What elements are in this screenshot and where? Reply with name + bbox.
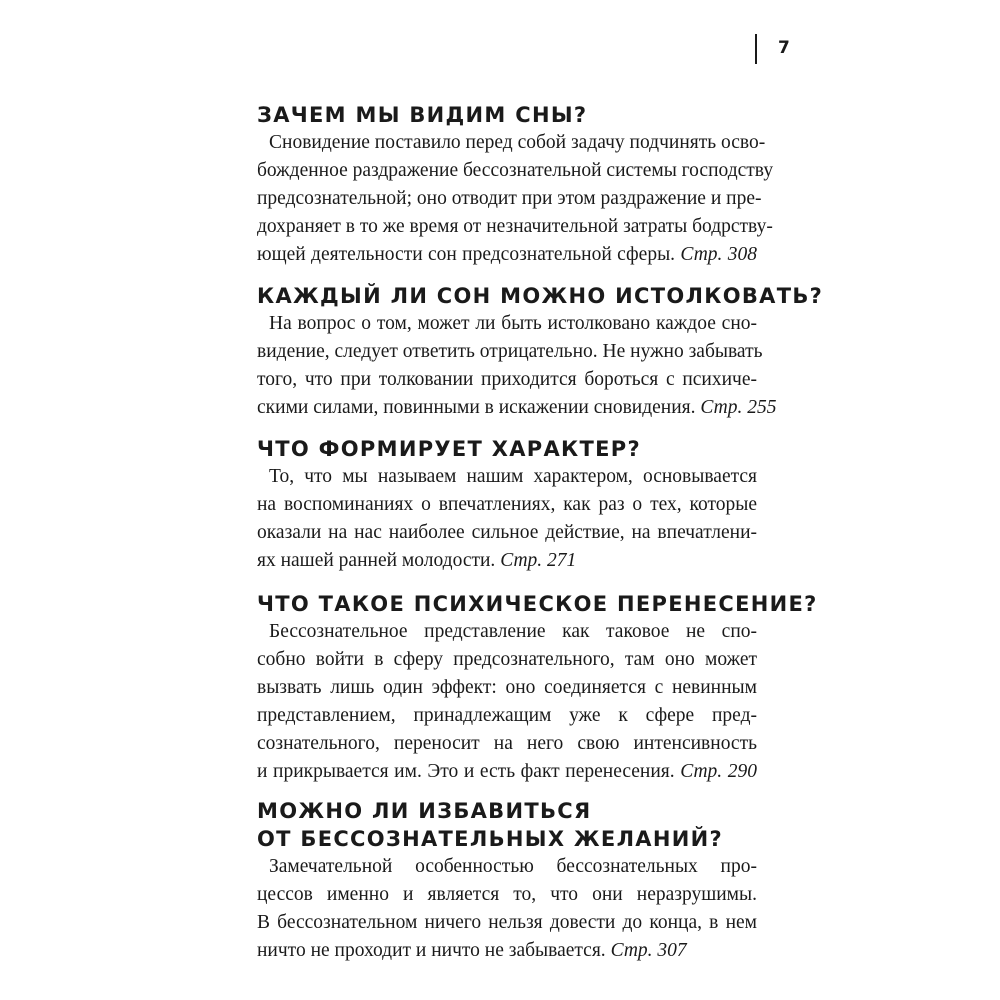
paragraph-text: ющей деятельности сон предсознательной сферы.	[257, 244, 676, 265]
paragraph-line-final	[257, 394, 777, 422]
paragraph-line: того, что при толковании приходится бороться с психиче-	[257, 369, 757, 390]
paragraph-line: предсознательной; оно отводит при этом раздражение и пре-	[257, 188, 762, 209]
paragraph-text: ях нашей ранней молодости.	[257, 550, 496, 571]
section-why-dream	[257, 101, 774, 269]
paragraph-line: божденное раздражение бессознательной системы господству	[257, 160, 774, 181]
paragraph-line: представлением, принадлежащим уже к сфере пред-	[257, 705, 757, 726]
page-reference: Стр. 290	[680, 761, 758, 782]
section-title: ЧТО ФОРМИРУЕТ ХАРАКТЕР?	[257, 437, 641, 461]
section-title: ЗАЧЕМ МЫ ВИДИМ СНЫ?	[257, 103, 588, 127]
paragraph-text: ничто не проходит и ничто не забывается.	[257, 940, 606, 961]
page-reference: Стр. 255	[700, 397, 777, 418]
section-title: КАЖДЫЙ ЛИ СОН МОЖНО ИСТОЛКОВАТЬ?	[257, 284, 824, 308]
section-title: ЧТО ТАКОЕ ПСИХИЧЕСКОЕ ПЕРЕНЕСЕНИЕ?	[257, 592, 818, 616]
section-title-line: ОТ БЕССОЗНАТЕЛЬНЫХ ЖЕЛАНИЙ?	[257, 827, 723, 851]
paragraph-text: и прикрывается им. Это и есть факт перенесения.	[257, 761, 675, 782]
section-interpret-every-dream	[257, 282, 824, 422]
section-title-line: МОЖНО ЛИ ИЗБАВИТЬСЯ	[257, 799, 592, 823]
paragraph-line: собно войти в сферу предсознательного, там оно может	[257, 649, 757, 670]
paragraph-line-final	[257, 758, 757, 786]
paragraph-line-final	[257, 547, 757, 575]
page-reference: Стр. 271	[500, 550, 577, 571]
page-number: 7	[778, 38, 790, 58]
paragraph-line: дохраняет в то же время от незначительной затраты бодрству-	[257, 216, 773, 237]
paragraph-line-final	[257, 937, 757, 965]
paragraph-line: сознательного, переносит на него свою интенсивность	[257, 733, 757, 754]
paragraph-line: вызвать лишь один эффект: оно соединяется с невинным	[257, 677, 757, 698]
paragraph-line: цессов именно и является то, что они неразрушимы.	[257, 884, 757, 905]
page-number-divider	[755, 34, 757, 64]
page-reference: Стр. 308	[680, 244, 757, 265]
paragraph-line: на воспоминаниях о впечатлениях, как раз о тех, которые	[257, 494, 757, 515]
paragraph-text: скими силами, повинными в искажении сновидения.	[257, 397, 696, 418]
section-character-formation	[257, 435, 757, 575]
paragraph-line: То, что мы называем нашим характером, основывается	[269, 466, 757, 487]
paragraph-line-final	[257, 241, 757, 269]
paragraph-line: В бессознательном ничего нельзя довести до конца, в нем	[257, 912, 757, 933]
section-psychic-transference	[257, 590, 818, 786]
paragraph-line: Замечательной особенностью бессознательных про-	[269, 856, 757, 877]
paragraph-line: На вопрос о том, может ли быть истолковано каждое сно-	[269, 313, 757, 334]
section-unconscious-wishes	[257, 797, 757, 965]
paragraph-line: оказали на нас наиболее сильное действие, на впечатлени-	[257, 522, 757, 543]
page-reference: Стр. 307	[610, 940, 687, 961]
paragraph-line: Сновидение поставило перед собой задачу подчинять осво-	[269, 132, 766, 153]
paragraph-line: Бессознательное представление как таковое не спо-	[269, 621, 757, 642]
paragraph-line: видение, следует ответить отрицательно. Не нужно забывать	[257, 341, 763, 362]
